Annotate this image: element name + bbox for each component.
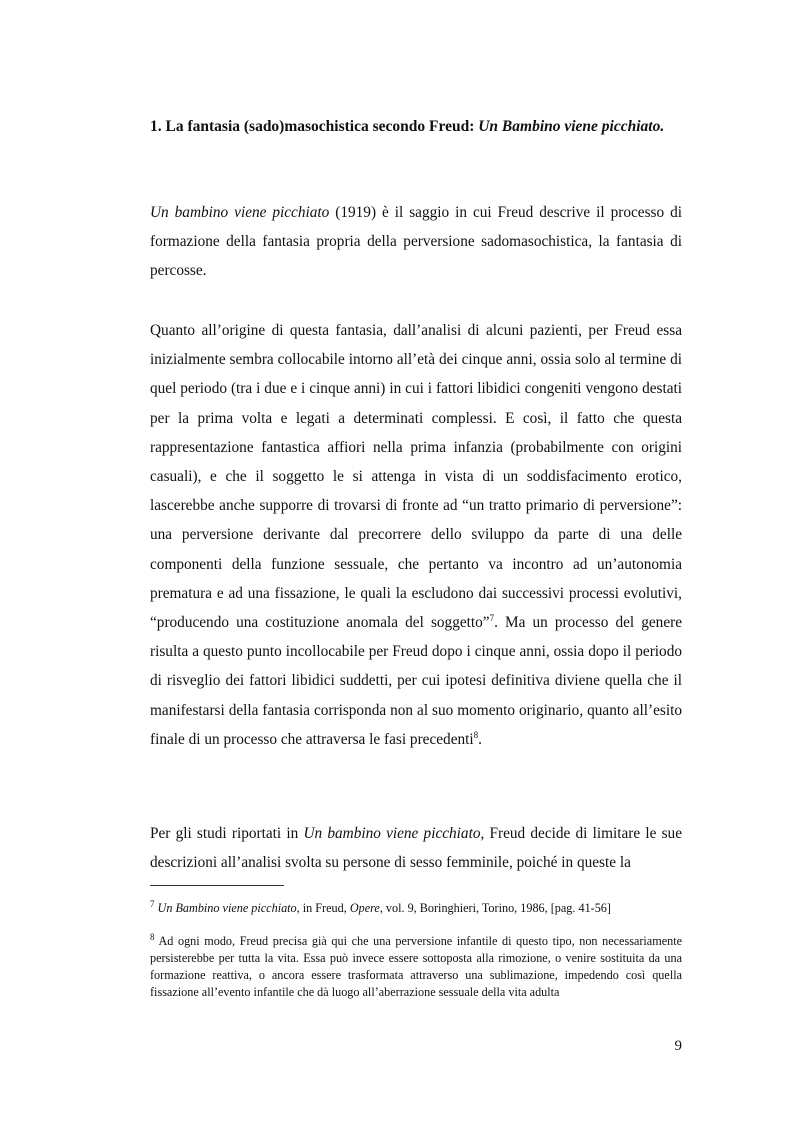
footnote-7-title: Un Bambino viene picchiato xyxy=(157,901,297,915)
document-page xyxy=(150,0,682,1123)
heading-text: 1. La fantasia (sado)masochistica secondo Freud: xyxy=(150,118,479,135)
footnote-7-text-b: , vol. 9, Boringhieri, Torino, 1986, [pag. 41-56] xyxy=(379,901,611,915)
footnote-7 xyxy=(150,900,682,917)
footnote-ref-8[interactable]: 8 xyxy=(473,729,479,740)
footnote-7-text-a: , in Freud, xyxy=(296,901,350,915)
paragraph-3-title: Un bambino viene picchiato, xyxy=(303,825,485,842)
paragraph-1-title: Un bambino viene picchiato xyxy=(150,204,330,221)
section-heading xyxy=(150,112,682,142)
paragraph-1-text: (1919) è il saggio in cui Freud descrive il processo di formazione della fantasia propria della perversione sadomasochistica, la fantasia di percosse. xyxy=(150,204,682,280)
paragraph-3-text-b: Freud decide di limitare le sue descrizioni all’analisi svolta su persone di sesso femminile, poiché in queste la xyxy=(150,825,682,872)
footnote-8 xyxy=(150,933,682,1001)
heading-end: . xyxy=(660,118,665,135)
footnote-7-work: Opere xyxy=(349,901,380,915)
paragraph-2 xyxy=(150,316,682,754)
footnote-7-number: 7 xyxy=(150,898,155,909)
footnote-separator xyxy=(150,885,284,886)
paragraph-1 xyxy=(150,198,682,286)
paragraph-2-text-b: . Ma un processo del genere risulta a questo punto incollocabile per Freud dopo i cinque anni, ossia dopo il periodo di risveglio dei fattori libidici suddetti, per cui ipotesi definitiva diviene quella che il manifestarsi della fantasia corrisponda non al suo momento originario, quanto all’esito finale di un processo che attraversa le fasi precedenti xyxy=(150,614,682,748)
footnote-8-text: Ad ogni modo, Freud precisa già qui che una perversione infantile di questo tipo, non necessariamente persisterebbe per tutta la vita. Essa può invece essere sottoposta alla rimozione, o venire sostituita da una formazione reattiva, o ancora essere trasformata attraverso una sublimazione, impedendo così quella fissazione all’evento infantile che dà luogo all’aberrazione sessuale della vita adulta xyxy=(150,934,682,999)
paragraph-2-text-a: Quanto all’origine di questa fantasia, dall’analisi di alcuni pazienti, per Freud essa inizialmente sembra collocabile intorno all’età dei cinque anni, ossia solo al termine di quel periodo (tra i due e i cinque anni) in cui i fattori libidici congeniti vengono destati per la prima volta e legati a determinati complessi. E così, il fatto che questa rappresentazione fantastica affiori nella prima infanzia (probabilmente con origini casuali), e che il soggetto le si attenga in vista di un soddisfacimento erotico, lascerebbe anche supporre di trovarsi di fronte ad “un tratto primario di perversione”: una perversione derivante dal precorrere dello sviluppo da parte di una delle componenti della funzione sessuale, che pertanto va incontro ad un’autonomia prematura e ad una fissazione, le quali la escludono dai successivi processi evolutivi, “producendo una costituzione anomala del soggetto” xyxy=(150,322,682,632)
heading-title-italic: Un Bambino viene picchiato xyxy=(478,118,661,135)
footnote-8-number: 8 xyxy=(150,931,155,942)
footnote-ref-7[interactable]: 7 xyxy=(489,612,495,623)
paragraph-3 xyxy=(150,819,682,877)
paragraph-3-text-a: Per gli studi riportati in xyxy=(150,825,304,842)
paragraph-2-text-c: . xyxy=(478,730,482,748)
page-number: 9 xyxy=(674,1038,682,1054)
